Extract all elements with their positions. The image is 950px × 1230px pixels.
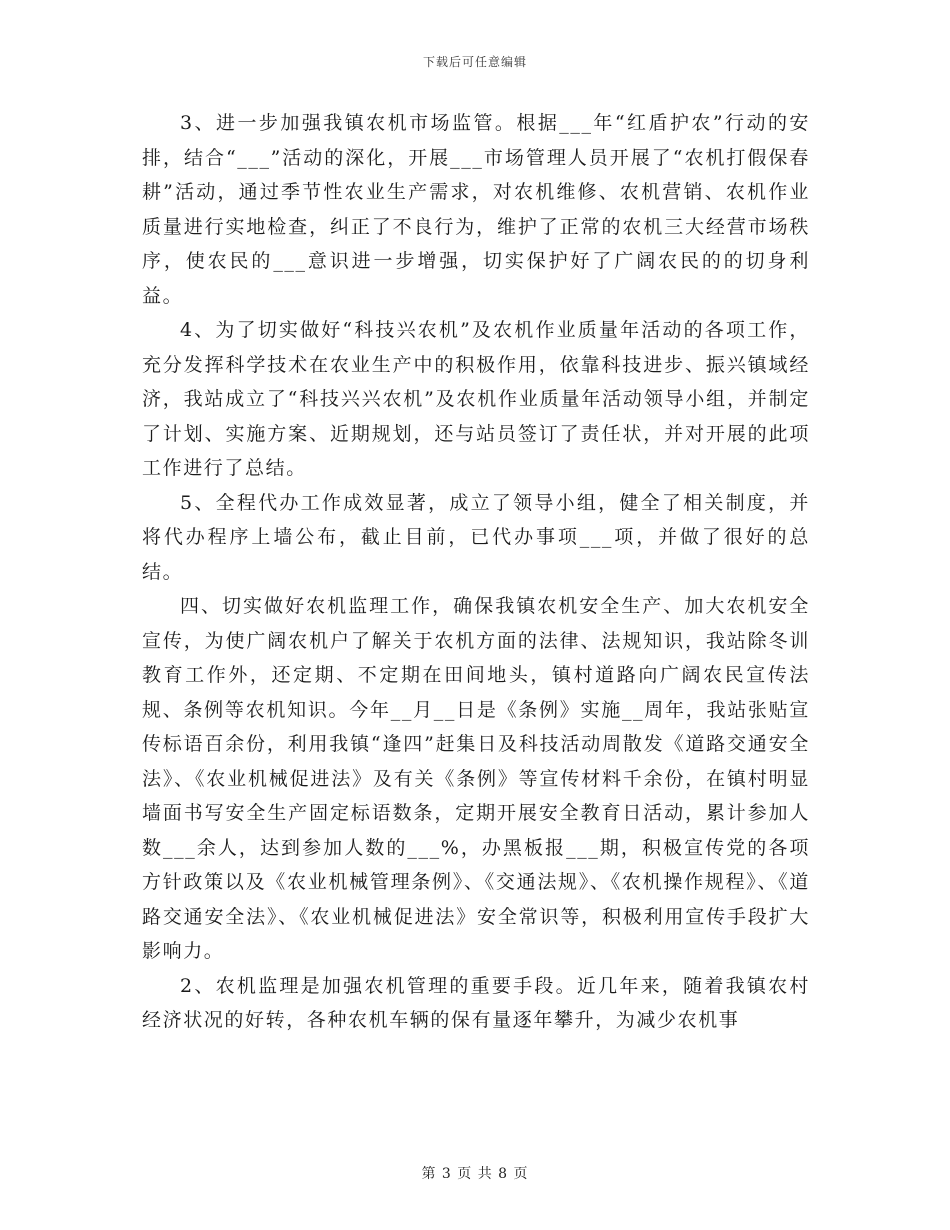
paragraph-supervision-importance: 2、农机监理是加强农机管理的重要手段。近几年来，随着我镇农村经济状况的好转，各种农机车辆的保有量逐年攀升，为减少农机事: [142, 974, 810, 1031]
page-number: 第 3 页 共 8 页: [421, 1166, 529, 1182]
paragraph-market-supervision: 3、进一步加强我镇农机市场监管。根据___年“红盾护农”行动的安排，结合“___”活动的深化，开展___市场管理人员开展了“农机打假保春耕”活动，通过季节性农业生产需求，对农机维修、农机营销、农机作业质量进行实地检查，纠正了不良行为，维护了正常的农机三大经营市场秩序，使农民的___意识进一步增强，切实保护好了广阔农民的的切身利益。: [142, 112, 810, 307]
paragraph-safety-supervision: 四、切实做好农机监理工作，确保我镇农机安全生产、加大农机安全宣传，为使广阔农机户了解关于农机方面的法律、法规知识，我站除冬训教育工作外，还定期、不定期在田间地头，镇村道路向广阔农民宣传法规、条例等农机知识。今年__月__日是《条例》实施__周年，我站张贴宣传标语百余份，利用我镇“逢四”赶集日及科技活动周散发《道路交通安全法》、《农业机械促进法》及有关《条例》等宣传材料千余份，在镇村明显墙面书写安全生产固定标语数条，定期开展安全教育日活动，累计参加人数___余人，达到参加人数的___%，办黑板报___期，积极宣传党的各项方针政策以及《农业机械管理条例》、《交通法规》、《农机操作规程》、《道路交通安全法》、《农业机械促进法》安全常识等，积极利用宣传手段扩大影响力。: [142, 595, 810, 962]
page-header: 下载后可任意编辑: [422, 55, 527, 69]
document-body: [142, 106, 810, 1038]
paragraph-agency-service: 5、全程代办工作成效显著，成立了领导小组，健全了相关制度，并将代办程序上墙公布，截止目前，已代办事项___项，并做了很好的总结。: [142, 491, 810, 583]
paragraph-technology: 4、为了切实做好“科技兴农机”及农机作业质量年活动的各项工作，充分发挥科学技术在农业生产中的积极作用，依靠科技进步、振兴镇域经济，我站成立了“科技兴兴农机”及农机作业质量年活动领导小组，并制定了计划、实施方案、近期规划，还与站员签订了责任状，并对开展的此项工作进行了总结。: [142, 319, 810, 479]
